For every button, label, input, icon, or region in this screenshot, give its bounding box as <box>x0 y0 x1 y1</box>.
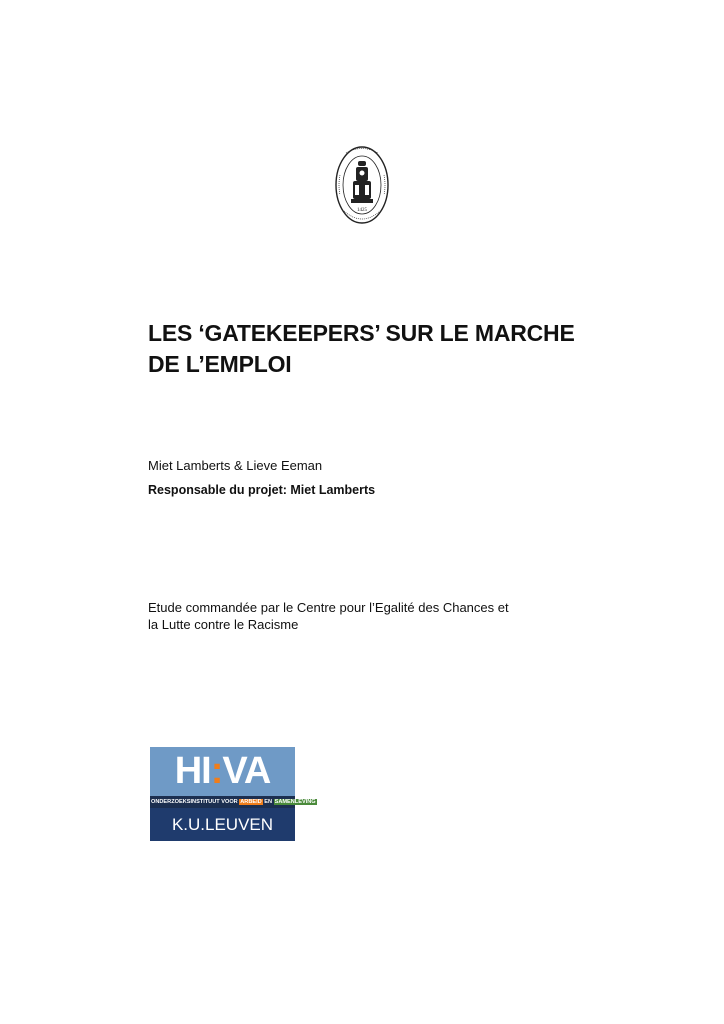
title-line-2: DE L’EMPLOI <box>148 351 292 377</box>
study-line-2: la Lutte contre le Racisme <box>148 617 299 632</box>
page-title <box>148 318 628 380</box>
logo-university-band: K.U.LEUVEN <box>150 808 295 841</box>
logo-strip-text-1: ONDERZOEKSINSTITUUT VOOR <box>151 799 240 805</box>
logo-top-band <box>150 747 295 796</box>
project-responsible: Responsable du projet: Miet Lamberts <box>148 483 376 497</box>
seal-year: 1425 <box>357 208 367 213</box>
title-line-1: LES ‘GATEKEEPERS’ SUR LE MARCHE <box>148 320 575 346</box>
logo-strip-text-3: EN <box>262 799 274 805</box>
logo-strip-text-2: ARBEID <box>240 799 262 805</box>
logo-subtitle-strip <box>150 796 316 808</box>
logo-word-colon: : <box>210 750 223 792</box>
logo-word-right: VA <box>222 750 271 792</box>
university-seal-icon <box>334 145 390 225</box>
hiva-ku-leuven-logo <box>150 747 316 841</box>
study-line-1: Etude commandée par le Centre pour l’Egalité des Chances et <box>148 600 509 615</box>
authors: Miet Lamberts & Lieve Eeman <box>148 458 323 473</box>
logo-strip-text-4: SAMENLEVING <box>274 799 316 805</box>
logo-wordmark <box>150 751 295 791</box>
study-commission <box>148 599 588 633</box>
logo-word-left: HI <box>174 750 211 792</box>
